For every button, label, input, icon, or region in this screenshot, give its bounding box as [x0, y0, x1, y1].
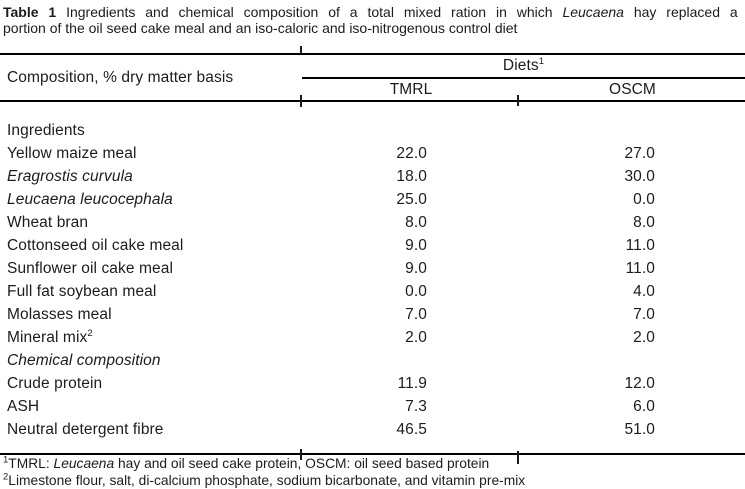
- value-cell: 11.0: [625, 259, 656, 277]
- row-label-text: Cottonseed oil cake meal: [7, 236, 184, 254]
- footnote-superscript: 1: [3, 454, 9, 466]
- value-cell: 11.0: [625, 236, 656, 254]
- value-cell: 12.0: [624, 374, 656, 392]
- table-row: [0, 211, 745, 234]
- value-cell: 7.0: [633, 305, 656, 323]
- diets-superscript: 1: [538, 55, 545, 67]
- footnote-text: TMRL:: [8, 456, 54, 471]
- row-label-text: Chemical composition: [7, 351, 161, 369]
- value-cell: 18.0: [396, 167, 427, 185]
- column-header-oscm: OSCM: [520, 78, 745, 101]
- table-row: [0, 418, 745, 454]
- row-label: [0, 188, 302, 211]
- footnote: [3, 470, 743, 489]
- value-cell: 51.0: [624, 420, 656, 438]
- table-row: [0, 188, 745, 211]
- caption-line-1: [3, 4, 743, 20]
- caption-text: Ingredients and chemical composition of a total mixed ration in which: [56, 4, 563, 20]
- value-cell: 7.3: [405, 397, 427, 415]
- footnote-species-name: Leucaena: [53, 456, 115, 471]
- row-label: [0, 165, 302, 188]
- row-label-text: Yellow maize meal: [7, 144, 137, 162]
- scan-tick: [300, 95, 302, 107]
- value-cell: [302, 101, 520, 142]
- row-label-text: Molasses meal: [7, 305, 112, 323]
- table-row: [0, 372, 745, 395]
- table-row: [0, 349, 745, 372]
- caption-species-name: Leucaena: [562, 4, 624, 20]
- row-label-text: Ingredients: [7, 121, 85, 139]
- row-label-text: Eragrostis curvula: [7, 167, 133, 185]
- footnote-text: Limestone flour, salt, di-calcium phosphate, sodium bicarbonate, and vitamin pre-mix: [8, 472, 526, 488]
- value-cell: 46.5: [396, 420, 427, 438]
- value-cell: 22.0: [396, 144, 427, 162]
- table-row: [0, 101, 745, 142]
- scan-tick: [517, 95, 519, 106]
- value-cell: [520, 101, 745, 142]
- table-row: [0, 303, 745, 326]
- value-cell: 9.0: [405, 259, 427, 277]
- row-label: [0, 372, 302, 395]
- value-cell: 7.0: [405, 305, 427, 323]
- row-label: [0, 257, 302, 280]
- table-body: [0, 101, 745, 454]
- caption-table-number: Table 1: [3, 4, 57, 20]
- value-cell: 11.9: [397, 374, 427, 392]
- row-label: [0, 395, 302, 418]
- row-label: [0, 418, 302, 454]
- value-cell: 2.0: [405, 328, 427, 346]
- row-label-superscript: 2: [87, 327, 93, 339]
- row-label-text: Neutral detergent fibre: [7, 420, 164, 438]
- row-label: [0, 349, 302, 372]
- footnote-superscript: 2: [3, 470, 9, 482]
- value-cell: 27.0: [624, 144, 656, 162]
- table-caption: [3, 4, 743, 36]
- composition-table: [0, 53, 745, 455]
- table-row: [0, 165, 745, 188]
- row-label-text: Sunflower oil cake meal: [7, 259, 173, 277]
- value-cell: 8.0: [633, 213, 656, 231]
- value-cell: 30.0: [624, 167, 656, 185]
- row-label-text: Wheat bran: [7, 213, 89, 231]
- caption-line-2: portion of the oil seed cake meal and an iso-caloric and iso-nitrogenous control diet: [3, 20, 518, 36]
- diets-group-header: [302, 54, 745, 78]
- value-cell: 0.0: [405, 282, 427, 300]
- row-label-text: Full fat soybean meal: [7, 282, 157, 300]
- value-cell: 8.0: [405, 213, 427, 231]
- value-cell: 6.0: [633, 397, 656, 415]
- row-label-text: Crude protein: [7, 374, 103, 392]
- row-label: [0, 326, 302, 349]
- value-cell: 2.0: [633, 328, 656, 346]
- value-cell: [520, 349, 745, 372]
- table-row: [0, 142, 745, 165]
- diets-label: Diets: [502, 57, 539, 74]
- value-cell: 9.0: [405, 236, 427, 254]
- row-label: [0, 280, 302, 303]
- table-row: [0, 257, 745, 280]
- footnote-text: hay and oil seed cake protein, OSCM: oil seed based protein: [114, 456, 490, 471]
- scan-tick: [300, 46, 302, 54]
- row-label: [0, 234, 302, 257]
- header-row-group: [0, 54, 745, 78]
- stub-header: Composition, % dry matter basis: [0, 54, 302, 101]
- row-label-text: Mineral mix: [7, 328, 88, 346]
- caption-text-end: hay replaced a: [623, 4, 738, 20]
- table-row: [0, 326, 745, 349]
- row-label: [0, 303, 302, 326]
- row-label: [0, 142, 302, 165]
- table-header: [0, 54, 745, 101]
- row-label: [0, 101, 302, 142]
- table-row: [0, 395, 745, 418]
- column-header-tmrl: TMRL: [302, 78, 520, 101]
- footnote: [3, 456, 743, 473]
- value-cell: 4.0: [633, 282, 656, 300]
- table-row: [0, 234, 745, 257]
- footnotes: [3, 456, 743, 489]
- row-label-text: Leucaena leucocephala: [7, 190, 173, 208]
- value-cell: 0.0: [633, 190, 656, 208]
- table-row: [0, 280, 745, 303]
- row-label-text: ASH: [7, 397, 40, 415]
- value-cell: [302, 349, 520, 372]
- row-label: [0, 211, 302, 234]
- value-cell: 25.0: [396, 190, 427, 208]
